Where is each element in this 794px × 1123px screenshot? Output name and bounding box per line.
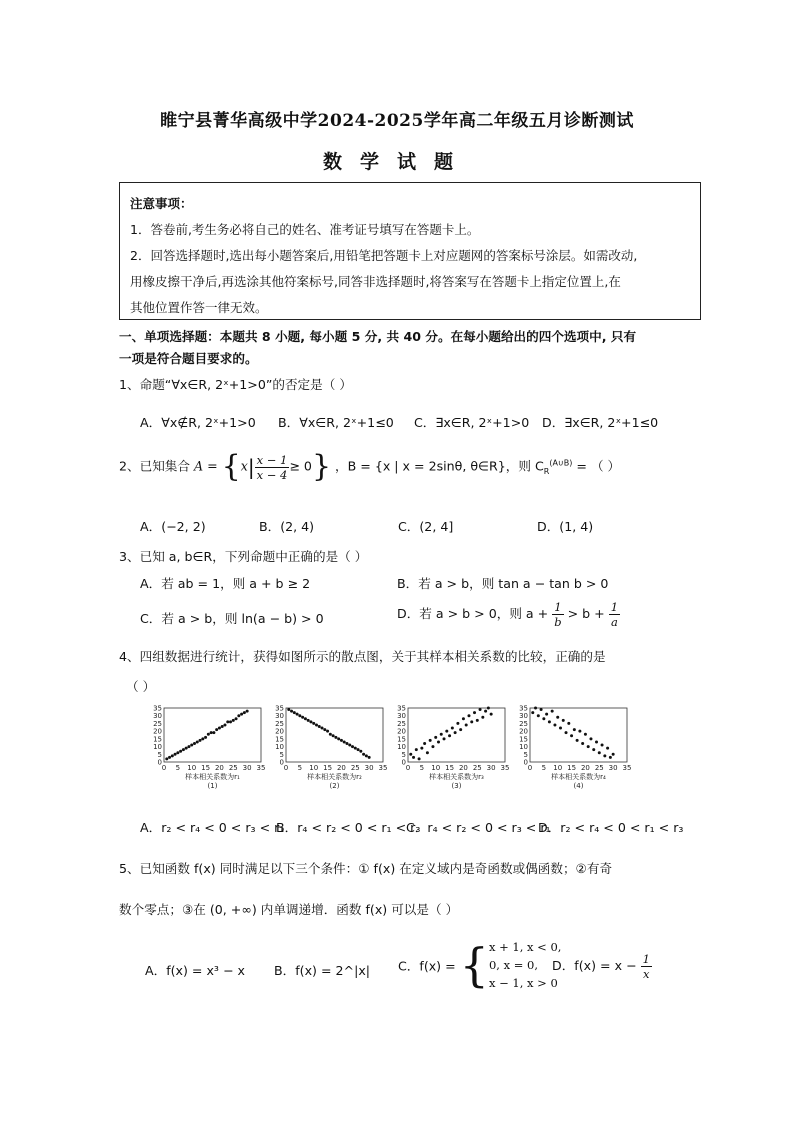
data-point [576, 739, 579, 742]
data-point [185, 747, 188, 750]
data-point [534, 707, 537, 710]
q5-option-c: C．f(x) = { x + 1, x < 0, 0, x = 0, x − 1, x > 0 [398, 938, 562, 992]
chart-index: (4) [573, 782, 584, 790]
scatter-plot-3 [392, 704, 510, 796]
y-tick-label: 35 [397, 704, 406, 713]
data-point [409, 753, 412, 756]
y-tick-label: 25 [519, 719, 528, 728]
data-point [465, 723, 468, 726]
y-tick-label: 20 [275, 727, 284, 736]
y-tick-label: 5 [157, 750, 162, 759]
data-point [343, 740, 346, 743]
q2-option-b: B．(2, 4) [259, 519, 315, 534]
data-point [606, 747, 609, 750]
q4-option-b: B．r₄ < r₂ < 0 < r₁ < r₃ [276, 820, 421, 835]
data-point [240, 713, 243, 716]
data-point [545, 713, 548, 716]
data-point [182, 748, 185, 751]
data-point [443, 737, 446, 740]
q3-d-fraction-1: $\frac{1}{b}$ [554, 600, 562, 629]
x-tick-label: 0 [161, 764, 167, 772]
data-point [210, 731, 213, 734]
x-tick-label: 35 [500, 764, 510, 772]
data-point [312, 722, 315, 725]
x-tick-label: 0 [527, 764, 533, 772]
y-tick-label: 30 [275, 712, 284, 721]
data-point [423, 742, 426, 745]
data-point [589, 737, 592, 740]
y-tick-label: 10 [397, 743, 406, 752]
data-point [359, 750, 362, 753]
data-point [553, 723, 556, 726]
y-tick-label: 5 [401, 750, 406, 759]
data-point [567, 722, 570, 725]
q4-option-d: D．r₂ < r₄ < 0 < r₁ < r₃ [538, 820, 684, 835]
data-point [229, 720, 232, 723]
notice-item-1: 1．答卷前,考生务必将自己的姓名、准考证号填写在答题卡上。 [130, 222, 480, 237]
data-point [612, 753, 615, 756]
q4-option-c: C．r₄ < r₂ < 0 < r₃ < r₁ [406, 820, 551, 835]
data-point [326, 730, 329, 733]
data-point [479, 708, 482, 711]
data-point [340, 739, 343, 742]
y-tick-label: 10 [275, 743, 284, 752]
data-point [429, 739, 432, 742]
chart-caption: 样本相关系数为r₄ [551, 773, 606, 781]
data-point [565, 731, 568, 734]
plot-frame [408, 708, 505, 762]
q2-prefix: 2、已知集合 [119, 458, 190, 474]
y-tick-label: 20 [519, 727, 528, 736]
q3-option-a: A．若 ab = 1，则 a + b ≥ 2 [140, 576, 311, 591]
x-tick-label: 15 [201, 764, 211, 772]
q2-brace-close: } [311, 449, 332, 484]
data-point [440, 733, 443, 736]
data-point [174, 753, 177, 756]
y-tick-label: 15 [519, 735, 528, 744]
data-point [187, 745, 190, 748]
data-point [484, 710, 487, 713]
data-point [365, 754, 368, 757]
exam-subtitle: 数学试题 [322, 151, 471, 173]
data-point [212, 731, 215, 734]
q5-d-fraction: $\frac{1}{x}$ [642, 952, 650, 981]
data-point [415, 748, 418, 751]
q2-option-c: C．(2, 4] [398, 519, 454, 534]
y-tick-label: 0 [401, 758, 406, 767]
scatter-plots [148, 704, 634, 796]
x-tick-label: 20 [458, 764, 468, 772]
data-point [467, 714, 470, 717]
data-point [609, 756, 612, 759]
x-tick-label: 5 [175, 764, 181, 772]
x-tick-label: 25 [594, 764, 604, 772]
data-point [437, 740, 440, 743]
data-point [584, 733, 587, 736]
data-point [246, 710, 249, 713]
data-point [595, 740, 598, 743]
data-point [431, 745, 434, 748]
q3-d-fraction-2: $\frac{1}{a}$ [610, 600, 619, 629]
data-point [351, 745, 354, 748]
notice-item-2b: 用橡皮擦干净后,再选涂其他符案标号,同答非选择题时,将答案写在答题卡上指定位置上,在 [130, 274, 621, 289]
section-heading-line2: 一项是符合题目要求的。 [119, 351, 258, 366]
data-point [578, 730, 581, 733]
data-point [587, 745, 590, 748]
q3-option-c: C．若 a > b，则 ln(a − b) > 0 [140, 611, 324, 626]
data-point [531, 711, 534, 714]
q2-set-b: ，B = {x | x = 2sinθ, θ∈R} [335, 458, 506, 474]
data-point [218, 727, 221, 730]
y-tick-label: 30 [519, 712, 528, 721]
data-point [362, 753, 365, 756]
data-point [598, 751, 601, 754]
y-tick-label: 5 [279, 750, 284, 759]
q1-stem: 1、命题“∀x∈R, 2ˣ+1>0”的否定是（ ） [119, 377, 352, 392]
data-point [201, 737, 204, 740]
y-tick-label: 15 [397, 735, 406, 744]
x-tick-label: 0 [405, 764, 411, 772]
x-tick-label: 5 [541, 764, 547, 772]
data-point [293, 711, 296, 714]
data-point [165, 757, 168, 760]
data-point [345, 742, 348, 745]
x-tick-label: 35 [378, 764, 388, 772]
data-point [473, 711, 476, 714]
data-point [204, 736, 207, 739]
y-tick-label: 30 [397, 712, 406, 721]
y-tick-label: 35 [519, 704, 528, 713]
data-point [434, 736, 437, 739]
y-tick-label: 20 [153, 727, 162, 736]
data-point [448, 734, 451, 737]
data-point [243, 711, 246, 714]
data-point [542, 717, 545, 720]
y-tick-label: 25 [275, 719, 284, 728]
data-point [451, 727, 454, 730]
data-point [551, 710, 554, 713]
q1-option-d: D．∃x∈R, 2ˣ+1≤0 [542, 415, 659, 430]
x-tick-label: 10 [187, 764, 197, 772]
data-point [481, 716, 484, 719]
q2-end: = （ ） [572, 458, 621, 474]
q1-option-b: B．∀x∈R, 2ˣ+1≤0 [278, 415, 394, 430]
chart-index: (1) [207, 782, 218, 790]
x-tick-label: 10 [309, 764, 319, 772]
x-tick-label: 25 [228, 764, 238, 772]
x-tick-label: 30 [486, 764, 496, 772]
chart-index: (3) [451, 782, 462, 790]
data-point [196, 740, 199, 743]
q5-option-d: D．f(x) = x − $\frac{1}{x}$ [552, 952, 650, 981]
y-tick-label: 0 [279, 758, 284, 767]
q2-set-a-label: A = [194, 458, 222, 474]
x-tick-label: 0 [283, 764, 289, 772]
data-point [296, 713, 299, 716]
data-point [190, 744, 193, 747]
data-point [456, 722, 459, 725]
data-point [318, 725, 321, 728]
data-point [570, 734, 573, 737]
x-tick-label: 35 [256, 764, 266, 772]
notice-item-2c: 其他位置作答一律无效。 [130, 300, 268, 315]
data-point [193, 742, 196, 745]
q5-option-a: A．f(x) = x³ − x [145, 963, 245, 978]
data-point [334, 736, 337, 739]
x-tick-label: 20 [214, 764, 224, 772]
data-point [176, 751, 179, 754]
data-point [215, 728, 218, 731]
data-point [287, 708, 290, 711]
data-point [603, 754, 606, 757]
y-tick-label: 15 [153, 735, 162, 744]
q2-set-a-var: x [240, 458, 248, 474]
x-tick-label: 30 [242, 764, 252, 772]
x-tick-label: 10 [553, 764, 563, 772]
x-tick-label: 5 [419, 764, 425, 772]
data-point [418, 757, 421, 760]
x-tick-label: 35 [622, 764, 632, 772]
scatter-plot-1 [148, 704, 266, 796]
q5-c-brace: { [459, 938, 489, 992]
data-point [445, 730, 448, 733]
data-point [348, 744, 351, 747]
q2-complement-sub: R [543, 467, 550, 477]
data-point [420, 747, 423, 750]
data-point [537, 714, 540, 717]
data-point [462, 717, 465, 720]
y-tick-label: 10 [153, 743, 162, 752]
data-point [562, 719, 565, 722]
data-point [426, 751, 429, 754]
x-tick-label: 20 [336, 764, 346, 772]
y-tick-label: 25 [153, 719, 162, 728]
data-point [226, 720, 229, 723]
data-point [315, 723, 318, 726]
y-tick-label: 5 [523, 750, 528, 759]
data-point [237, 714, 240, 717]
notice-box [119, 182, 701, 320]
q4-option-a: A．r₂ < r₄ < 0 < r₃ < r₁ [140, 820, 285, 835]
q5-option-b: B．f(x) = 2^|x| [274, 963, 371, 978]
q2-stem: 2、已知集合 A = {x| $\frac{x - 1}{x - 4}$ ≥ 0} ，B = {x | x = 2sinθ, θ∈R}，则 $C_R^{(A\cup B)}$ = （ ） [119, 449, 621, 484]
data-point [368, 756, 371, 759]
data-point [354, 747, 357, 750]
x-tick-label: 15 [323, 764, 333, 772]
data-point [168, 756, 171, 759]
data-point [540, 708, 543, 711]
y-tick-label: 25 [397, 719, 406, 728]
data-point [199, 739, 202, 742]
exam-title: 睢宁县菁华高级中学2024-2025学年高二年级五月诊断测试 [160, 111, 634, 131]
data-point [581, 742, 584, 745]
q3-option-b: B．若 a > b，则 tan a − tan b > 0 [397, 576, 609, 591]
data-point [357, 748, 360, 751]
x-tick-label: 20 [580, 764, 590, 772]
q4-stem-line1: 4、四组数据进行统计，获得如图所示的散点图，关于其样本相关系数的比较，正确的是 [119, 649, 606, 664]
x-tick-label: 15 [445, 764, 455, 772]
data-point [490, 713, 493, 716]
y-tick-label: 35 [153, 704, 162, 713]
chart-index: (2) [329, 782, 340, 790]
x-tick-label: 25 [472, 764, 482, 772]
y-tick-label: 35 [275, 704, 284, 713]
data-point [548, 720, 551, 723]
data-point [573, 728, 576, 731]
data-point [337, 737, 340, 740]
q2-complement: ，则 C [505, 458, 544, 474]
data-point [290, 710, 293, 713]
q5-stem-line1: 5、已知函数 f(x) 同时满足以下三个条件：① f(x) 在定义域内是奇函数或偶函数；②有奇 [119, 861, 613, 876]
data-point [223, 723, 226, 726]
q5-stem-line2: 数个零点；③在 (0, +∞) 内单调递增．函数 f(x) 可以是（ ） [119, 902, 459, 917]
chart-caption: 样本相关系数为r₂ [307, 773, 362, 781]
data-point [556, 716, 559, 719]
data-point [487, 707, 490, 710]
data-point [412, 756, 415, 759]
q3-stem: 3、已知 a, b∈R，下列命题中正确的是（ ） [119, 549, 368, 564]
data-point [559, 727, 562, 730]
data-point [304, 717, 307, 720]
q2-complement-sup: (A∪B) [549, 458, 573, 468]
notice-item-2a: 2．回答选择题时,选出每小题答案后,用铅笔把答题卡上对应题网的答案标号涂层。如需改动, [130, 248, 638, 263]
data-point [221, 725, 224, 728]
chart-caption: 样本相关系数为r₃ [429, 773, 484, 781]
section-heading-line1: 一、单项选择题：本题共 8 小题, 每小题 5 分, 共 40 分。在每小题给出的四个选项中, 只有 [119, 329, 637, 344]
data-point [601, 744, 604, 747]
q2-fraction: $\frac{x - 1}{x - 4}$ [256, 452, 288, 482]
data-point [298, 714, 301, 717]
x-tick-label: 30 [608, 764, 618, 772]
data-point [470, 720, 473, 723]
q2-set-a-cond: ≥ 0 [289, 458, 312, 474]
q2-option-a: A．(−2, 2) [140, 519, 206, 534]
data-point [301, 716, 304, 719]
x-tick-label: 10 [431, 764, 441, 772]
data-point [332, 734, 335, 737]
x-tick-label: 30 [364, 764, 374, 772]
notice-heading: 注意事项： [130, 196, 193, 211]
data-point [323, 728, 326, 731]
q1-option-a: A．∀x∉R, 2ˣ+1>0 [140, 415, 256, 430]
q3-option-d: D．若 a > b > 0，则 a + $\frac{1}{b}$ > b + $\frac{1}{a}$ [397, 600, 619, 629]
data-point [179, 750, 182, 753]
data-point [454, 731, 457, 734]
y-tick-label: 0 [157, 758, 162, 767]
data-point [232, 719, 235, 722]
data-point [171, 754, 174, 757]
x-tick-label: 5 [297, 764, 303, 772]
q5-c-pieces: x + 1, x < 0, 0, x = 0, x − 1, x > 0 [488, 940, 562, 990]
chart-caption: 样本相关系数为r₁ [185, 773, 240, 781]
data-point [592, 748, 595, 751]
y-tick-label: 20 [397, 727, 406, 736]
q4-stem-line2: （ ） [126, 679, 156, 694]
data-point [207, 733, 210, 736]
q2-option-d: D．(1, 4) [537, 519, 594, 534]
x-tick-label: 25 [350, 764, 360, 772]
data-point [329, 733, 332, 736]
data-point [476, 719, 479, 722]
scatter-plot-4 [514, 704, 632, 796]
data-point [235, 717, 238, 720]
data-point [459, 728, 462, 731]
data-point [309, 720, 312, 723]
y-tick-label: 0 [523, 758, 528, 767]
data-point [307, 719, 310, 722]
y-tick-label: 10 [519, 743, 528, 752]
y-tick-label: 30 [153, 712, 162, 721]
x-tick-label: 15 [567, 764, 577, 772]
scatter-plot-2 [270, 704, 388, 796]
data-point [321, 727, 324, 730]
q1-option-c: C．∃x∈R, 2ˣ+1>0 [414, 415, 530, 430]
y-tick-label: 15 [275, 735, 284, 744]
q2-brace-open: { [221, 449, 241, 484]
